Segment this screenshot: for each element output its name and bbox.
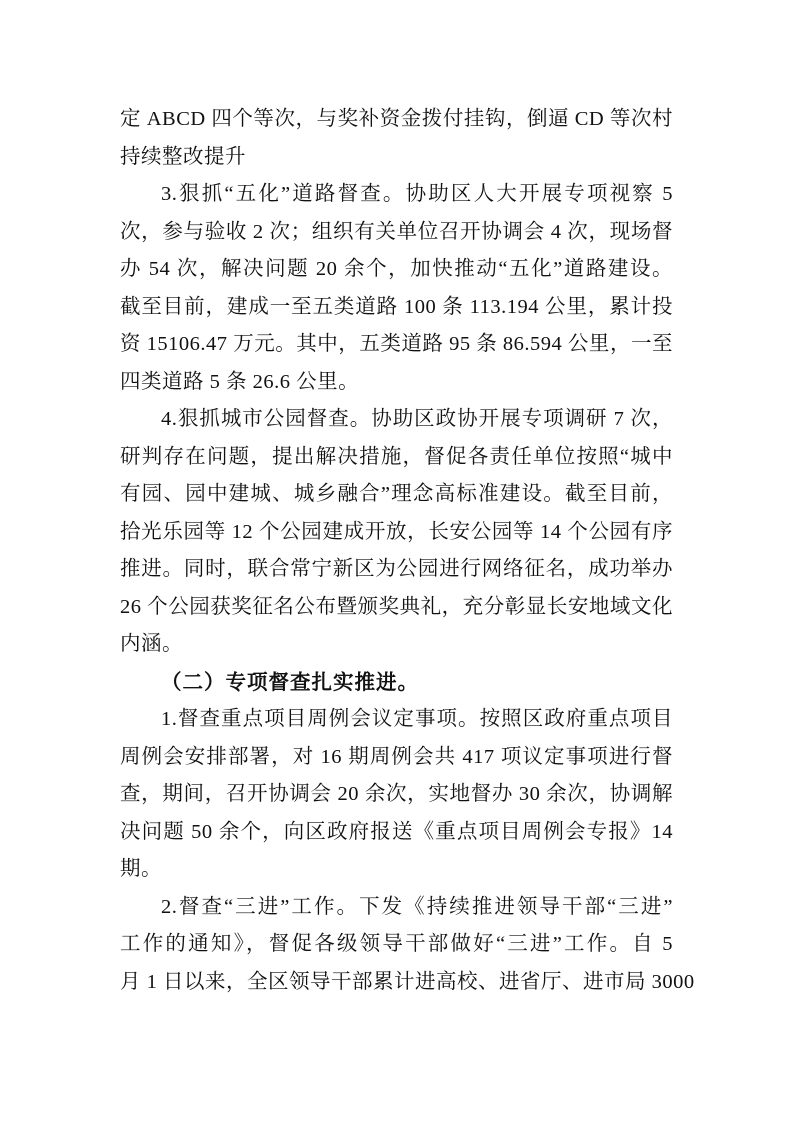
text-line: 期。 — [120, 858, 162, 880]
text-line: 月 1 日以来，全区领导干部累计进高校、进省厅、进市局 3000 — [120, 970, 695, 993]
paragraph-2-first-line: 2.督查“三进”工作。下发《持续推进领导干部“三进” — [161, 895, 673, 918]
text-line: 四类道路 5 条 26.6 公里。 — [120, 370, 360, 393]
text-line: 办 54 次，解决问题 20 余个，加快推动“五化”道路建设。 — [120, 258, 673, 280]
text-line: 次，参与验收 2 次；组织有关单位召开协调会 4 次，现场督 — [120, 220, 673, 243]
paragraph-1-first-line: 1.督查重点项目周例会议定事项。按照区政府重点项目 — [161, 708, 673, 730]
text-line: 定 ABCD 四个等次，与奖补资金拨付挂钩，倒逼 CD 等次村 — [120, 108, 673, 130]
paragraph-3-first-line: 3.狠抓“五化”道路督查。协助区人大开展专项视察 5 — [161, 183, 673, 205]
text-line: 有园、园中建城、城乡融合”理念高标准建设。截至目前， — [120, 483, 673, 505]
text-line: 资 15106.47 万元。其中，五类道路 95 条 86.594 公里，一至 — [120, 333, 673, 355]
text-line: 决问题 50 余个，向区政府报送《重点项目周例会专报》14 — [120, 820, 673, 843]
paragraph-4-first-line: 4.狠抓城市公园督查。协助区政协开展专项调研 7 次， — [161, 408, 673, 430]
text-line: 查，期间，召开协调会 20 余次，实地督办 30 余次，协调解 — [120, 783, 673, 805]
text-line: 内涵。 — [120, 633, 183, 655]
text-line: 拾光乐园等 12 个公园建成开放，长安公园等 14 个公园有序 — [120, 520, 673, 543]
document-body — [120, 101, 695, 1001]
text-line: 持续整改提升 — [120, 145, 246, 168]
text-line: 研判存在问题，提出解决措施，督促各责任单位按照“城中 — [120, 445, 673, 468]
text-line: 26 个公园获奖征名公布暨颁奖典礼，充分彰显长安地域文化 — [120, 595, 673, 618]
text-line: 工作的通知》，督促各级领导干部做好“三进”工作。自 5 — [120, 933, 673, 955]
section-heading: （二）专项督查扎实推进。 — [161, 669, 419, 694]
text-line: 截至目前，建成一至五类道路 100 条 113.194 公里，累计投 — [120, 295, 673, 318]
text-line: 周例会安排部署，对 16 期周例会共 417 项议定事项进行督 — [120, 745, 673, 768]
text-line: 推进。同时，联合常宁新区为公园进行网络征名，成功举办 — [120, 558, 673, 580]
